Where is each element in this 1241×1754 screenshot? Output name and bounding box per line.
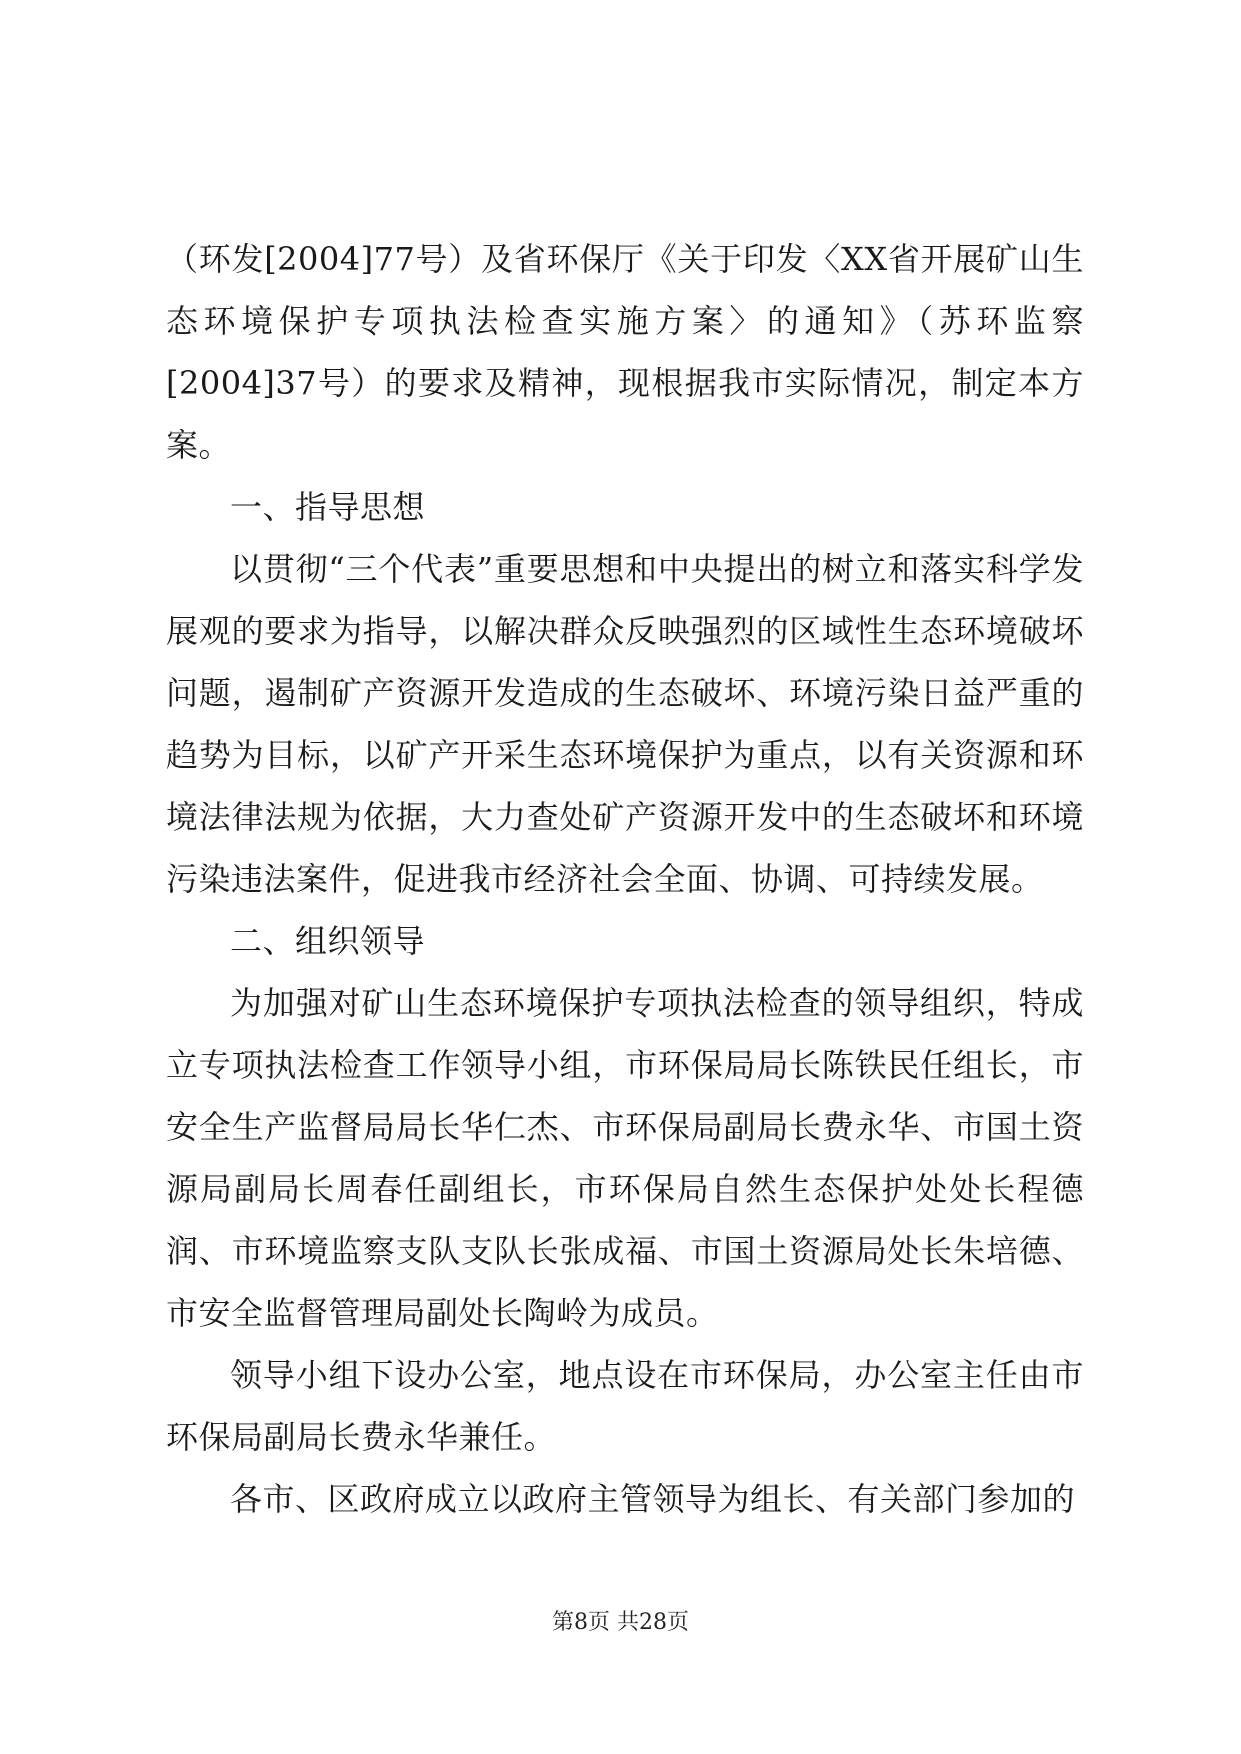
paragraph-leading-group: 为加强对矿山生态环境保护专项执法检查的领导组织，特成立专项执法检查工作领导小组，市环保局局长陈铁民任组长，市安全生产监督局局长华仁杰、市环保局副局长费永华、市国土资源局副局长周春任副组长，市环保局自然生态保护处处长程德润、市环境监察支队支队长张成福、市国土资源局处长朱培德、市安全监督管理局副处长陶岭为成员。 [166, 984, 1084, 1332]
paragraph-office: 领导小组下设办公室，地点设在市环保局，办公室主任由市环保局副局长费永华兼任。 [166, 1356, 1084, 1456]
page-number-footer: 第8页 共28页 [552, 1610, 689, 1635]
section-heading-guiding-ideology: 一、指导思想 [230, 488, 426, 526]
paragraph-guiding-ideology: 以贯彻“三个代表”重要思想和中央提出的树立和落实科学发展观的要求为指导，以解决群众反映强烈的区域性生态环境破坏问题，遏制矿产资源开发造成的生态破坏、环境污染日益严重的趋势为目标，以矿产开采生态环境保护为重点，以有关资源和环境法律法规为依据，大力查处矿产资源开发中的生态破坏和环境污染违法案件，促进我市经济社会全面、协调、可持续发展。 [166, 550, 1084, 898]
paragraph-continuation: （环发[2004]77号）及省环保厅《关于印发〈XX省开展矿山生态环境保护专项执法检查实施方案〉的通知》（苏环监察[2004]37号）的要求及精神，现根据我市实际情况，制定本方案。 [166, 240, 1084, 464]
document-body [166, 228, 1084, 1530]
section-heading-organization: 二、组织领导 [230, 922, 426, 960]
paragraph-local-governments: 各市、区政府成立以政府主管领导为组长、有关部门参加的 [230, 1480, 1076, 1518]
